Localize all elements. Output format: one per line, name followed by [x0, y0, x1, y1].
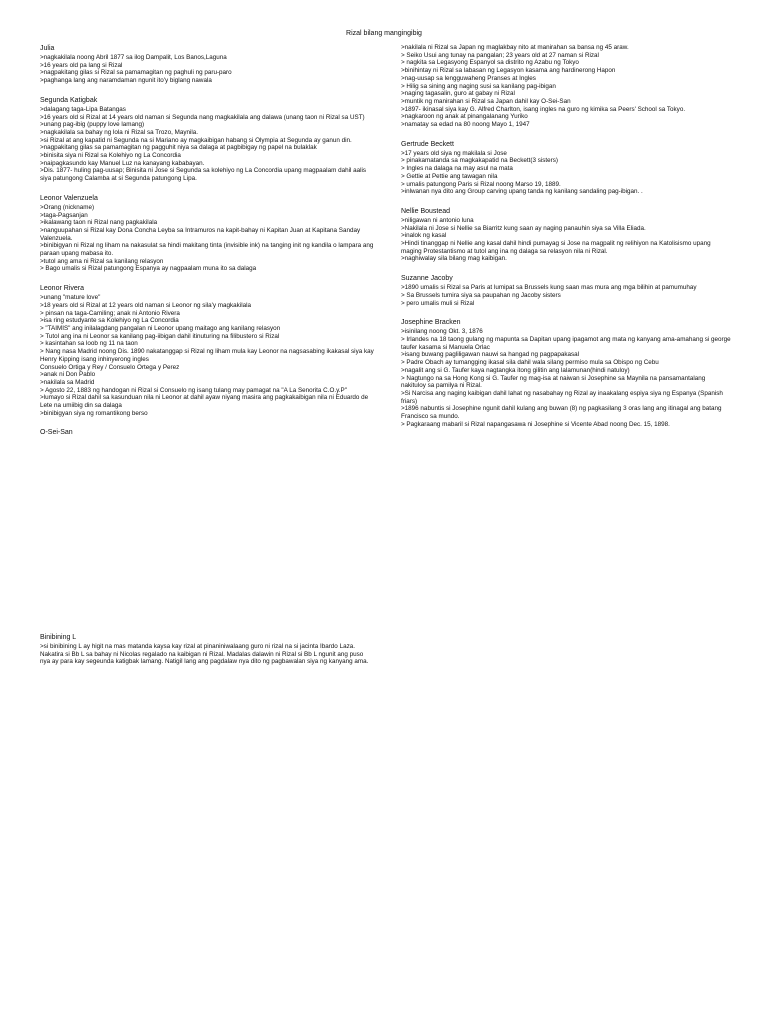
section-line: >binibigyan ni Rizal ng liham na nakasulat sa hindi makitang tinta (invisible ink) na tanging init ng kandila o lampara ang paraan upang mabasa ito. [40, 242, 374, 258]
section-line: > Bago umalis si Rizal patungong Espanya ay nagpaalam muna ito sa dalaga [40, 265, 257, 273]
section-line: > Tutol ang ina ni Leonor sa kanilang pag-iibigan dahil itinuturing na filibustero si Rizal [40, 332, 280, 340]
section-lines [40, 106, 374, 183]
section-nellie-boustead [401, 207, 731, 263]
section-line: >nakilala ni Rizal sa Japan ng maglakbay nito at manirahan sa bansa ng 45 araw. [401, 44, 629, 51]
section-line: > Nagtungo na sa Hong Kong si G. Taufer ng mag-isa at naiwan si Josephine sa Maynila na pansamantalang nakituloy sa pamilya ni Rizal. [401, 374, 706, 390]
right-column [401, 44, 731, 439]
section-line: >17 years old siya ng makilala si Jose [401, 149, 507, 157]
section-line: >si binibining L ay higit na mas matanda kaysa kay rizal at pinaniniwalaang guro ni rizal na si jacinta Ibardo Laza. Nakatira si Bb L sa bahay ni Nicolas regalado na kaibigan ni Rizal. Madalas dalawin ni Rizal si Bb L ngunit ang puso nya ay para kay segeunda katigbak lamang. Natigil lang ang pagdalaw nya dito ng pagbawalan siya ng kanyang ama. [40, 643, 369, 666]
section-heading: Nellie Boustead [401, 207, 451, 215]
section-line: >namatay sa edad na 80 noong Mayo 1, 1947 [401, 121, 530, 129]
section-lines [401, 217, 731, 263]
section-line: >isa ring estudyante sa Kolehiyo ng La Concordia [40, 317, 179, 325]
section-heading: Julia [40, 45, 55, 52]
section-line: > umalis patungong Paris si Rizal noong Marso 19, 1889. [401, 180, 561, 188]
section-line: >nagkaroon ng anak at pinangalanang Yuriko [401, 113, 528, 121]
section-line: >naghiwalay sila bilang mag kaibigan. [401, 255, 507, 263]
section-line: > Hilig sa sining ang naging susi sa kanilang pag-ibigan [401, 82, 556, 90]
section-lines [401, 44, 731, 129]
section-lines [40, 294, 374, 417]
section-line: > Padre Obach ay tumangging ikasal sila dahil wala silang permiso mula sa Obispo ng Cebu [401, 359, 659, 367]
section-lines [40, 204, 374, 273]
section-lines [40, 643, 374, 666]
section-binibining-l [40, 633, 374, 666]
section-line: >si Rizal at ang kapatid ni Segunda na si Mariano ay magkaibigan habang si Olympia at Segunda ay ganun din. [40, 136, 352, 144]
section-line: >binihintay ni Rizal sa labasan ng Legasyon kasama ang hardinerong Hapon [401, 67, 616, 75]
section-o-sei-san-details [401, 44, 731, 129]
section-line: > pero umalis muli si Rizal [401, 299, 475, 307]
section-line: >16 years old si Rizal at 14 years old naman si Segunda nang magkakilala ang dalawa (unang taon ni Rizal sa UST) [40, 113, 365, 121]
section-line: >binibigyan siya ng romantikong berso [40, 409, 148, 417]
section-line: > Seiko Usui ang tunay na pangalan; 23 years old at 27 naman si Rizal [401, 51, 599, 59]
section-line: >dalagang taga-Lipa Batangas [40, 105, 126, 113]
section-line: >Orang (nickname) [40, 203, 95, 211]
section-segunda-katigbak [40, 96, 374, 183]
section-line: >Nakilala ni Jose si Nellie sa Biarritz kung saan ay naging panauhin siya sa Villa Eliada. [401, 224, 646, 232]
section-line: >nagpakitang gilas si Rizal sa pamamagitan ng paghuli ng paru-paro [40, 69, 232, 77]
section-line: >nakilala sa Madrid [40, 378, 95, 386]
section-line: > nagkita sa Legasyong Espanyol sa distrito ng Azabu ng Tokyo [401, 59, 579, 67]
section-line: Consuelo Ortiga y Rey / Consuelo Ortega y Perez [40, 363, 180, 371]
section-line: > Agosto 22, 1883 ng handogan ni Rizal si Consuelo ng isang tulang may pamagat na "A La Senorita C.O.y.P" [40, 386, 347, 394]
section-line: >nanguupahan si Rizal kay Dona Concha Leyba sa Intramuros na kapit-bahay ni Kapitan Juan at Kapitana Sanday Valenzuela. [40, 226, 361, 242]
section-line: >ikalawang taon ni Rizal nang pagkakilala [40, 219, 158, 227]
section-line: >unang pag-ibig (puppy love lamang) [40, 121, 145, 129]
section-heading: Suzanne Jacoby [401, 275, 453, 283]
section-line: >tutol ang ama ni Rizal sa kanilang relasyon [40, 257, 164, 265]
section-julia [40, 44, 374, 85]
section-line: > Sa Brussels tumira siya sa paupahan ng Jacoby sisters [401, 291, 561, 299]
section-line: >Dis. 1877- huling pag-uusap; Binisita ni Jose si Segunda sa kolehiyo ng La Concordia upang magpaalam dahil aalis siya patungong Calamba at si Segunda patungong Lipa. [40, 167, 367, 183]
section-line: >lumayo si Rizal dahil sa kasunduan nila ni Leonor at dahil ayaw niyang masira ang pagkakaibigan nila ni Eduardo de Lete na umiibig din sa dalaga [40, 394, 369, 410]
section-heading: Leonor Rivera [40, 285, 84, 293]
section-leonor-rivera [40, 284, 374, 417]
section-lines [401, 150, 731, 196]
section-line: > kasintahan sa loob ng 11 na taon [40, 340, 138, 348]
section-line: >isang buwang pagliligawan nauwi sa hangad ng pagpapakasal [401, 351, 580, 359]
section-heading: O-Sei-San [40, 429, 73, 437]
section-line: >unang "mature love" [40, 294, 101, 302]
section-heading: Leonor Valenzuela [40, 194, 98, 202]
section-line: >1897- ikinasal siya kay G. Alfred Charlton, isang ingles na guro ng kimika sa Peers' School sa Tokyo. [401, 105, 686, 113]
document-title: Rizal bilang mangingibig [346, 30, 422, 37]
section-line: > Ingles na dalaga na may asul na mata [401, 165, 513, 173]
section-line: >binisita siya ni Rizal sa Kolehiyo ng La Concordia [40, 152, 181, 160]
section-line: >paghanga lang ang naramdaman ngunit ito'y biglang nawala [40, 77, 212, 85]
section-o-sei-san [40, 428, 374, 437]
section-line: > pinsan na taga-Camiling; anak ni Antonio Rivera [40, 309, 180, 317]
section-line: >nagalit ang si G. Taufer kaya nagtangka itong gilitin ang lalamunan(hindi natuloy) [401, 366, 630, 374]
section-line: > pinakamatanda sa magkakapatid na Beckett(3 sisters) [401, 157, 558, 165]
section-josephine-bracken [401, 318, 731, 428]
section-line: > Nang nasa Madrid noong Dis. 1890 nakatanggap si Rizal ng liham mula kay Leonor na nagsasabing ikakasal siya kay Henry Kipping isang inhinyerong ingles [40, 348, 374, 363]
section-line: >1890 umalis si Rizal sa Paris at lumipat sa Brussels kung saan mas mura ang mga bilihin at pamumuhay [401, 284, 697, 292]
section-line: >inalok ng kasal [401, 232, 447, 240]
section-line: > Irlandes na 18 taong gulang ng mapunta sa Dapitan upang ipagamot ang mata ng kanyang ama-amahang si george taufer kasama si Manuela Orlac [401, 335, 731, 351]
section-line: >nag-uusap sa lengguwaheng Pranses at Ingles [401, 74, 536, 82]
section-lines [401, 284, 731, 307]
section-line: > Pagkaraang mabaril si Rizal napangasawa ni Josephine si Vicente Abad noong Dec. 15, 1898. [401, 420, 670, 428]
section-line: >naging tagasalin, guro at gabay ni Rizal [401, 90, 515, 98]
section-heading: Josephine Bracken [401, 319, 461, 327]
section-line: >muntik ng manirahan si Rizal sa Japan dahil kay O-Sei-San [401, 97, 571, 105]
section-line: >inlwanan nya dito ang Group carving upang tanda ng kanilang sandaling pag-ibigan. . [401, 188, 643, 196]
section-line: > Gettie at Pettie ang tawagan nila [401, 172, 498, 180]
section-line: >1896 nabuntis si Josephine ngunit dahil kulang ang buwan (8) ng pagkasilang 3 oras lang ang itinagal ang batang Francisco sa mundo. [401, 405, 722, 421]
section-line: >18 years old si Rizal at 12 years old naman si Leonor ng sila'y magkakilala [40, 301, 252, 309]
section-heading: Gertrude Beckett [401, 140, 454, 148]
section-line: >16 years old pa lang si Rizal [40, 61, 123, 69]
section-line: >taga-Pagsanjan [40, 211, 88, 219]
section-line: >naipagkasundo kay Manuel Luz na kanayang kababayan. [40, 159, 205, 167]
section-line: >Si Narcisa ang naging kaibigan dahil lahat ng nasabahay ng Rizal ay inaakalang espiya siya ng Espanya (Spanish friars) [401, 389, 723, 405]
section-line: >niligawan ni antonio luna [401, 216, 474, 224]
section-line: >nagpakitang gilas sa pamamagitan ng pagguhit niya sa dalaga at pagbibigay ng papel na bulaklak [40, 144, 317, 152]
section-leonor-valenzuela [40, 194, 374, 273]
section-heading: Segunda Katigbak [40, 96, 98, 104]
section-line: >nagkakilala sa bahay ng lola ni Rizal sa Trozo, Maynila. [40, 128, 199, 136]
section-line: >anak ni Don Pablo [40, 371, 96, 379]
section-heading: Binibining L [40, 634, 77, 641]
left-column [40, 44, 374, 448]
section-line: >nagkakilala noong Abril 1877 sa ilog Dampalit, Los Banos,Laguna [40, 54, 227, 61]
section-line: >Hindi tinanggap ni Nellie ang kasal dahil hindi pumayag si Jose na magpalit ng relihiyon na Katolisismo upang maging Protestantismo at tutol ang ina ng dalaga sa relasyon nila ni Rizal. [401, 240, 711, 255]
section-line: >isinilang noong Okt. 3, 1876 [401, 328, 483, 336]
section-line: > "TAIMIS" ang inilalagdang pangalan ni Leonor upang maitago ang kanilang relasyon [40, 324, 281, 332]
section-suzanne-jacoby [401, 274, 731, 307]
section-gertrude-beckett [401, 140, 731, 196]
section-lines [401, 328, 731, 428]
section-lines [40, 54, 374, 85]
